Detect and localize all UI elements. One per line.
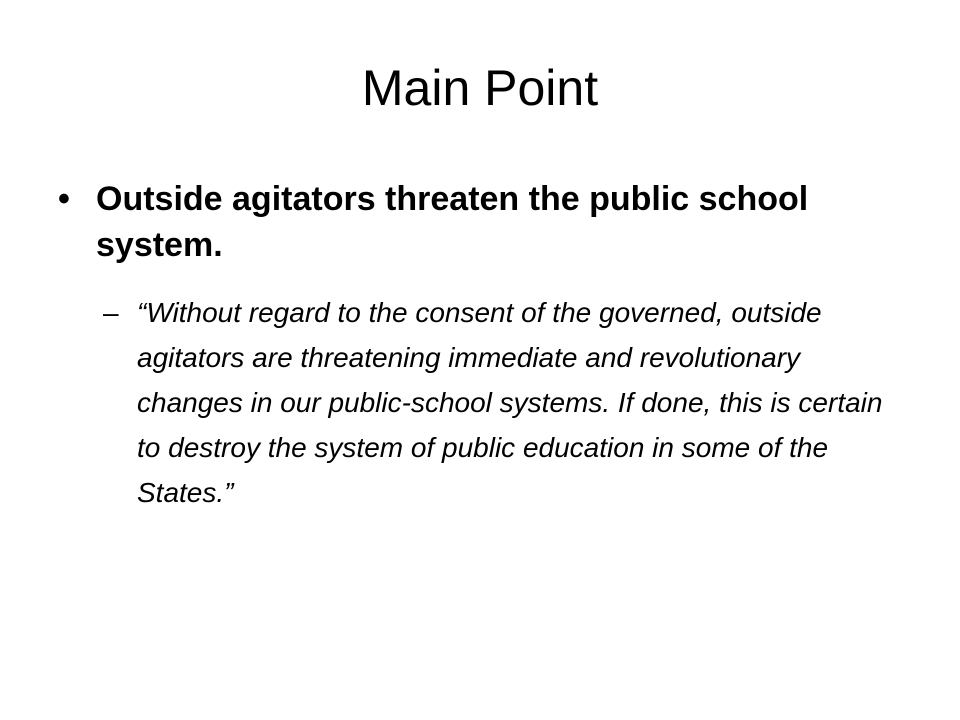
bullet-main-point xyxy=(58,176,878,268)
sub-bullet-marker: – xyxy=(103,297,119,328)
bullet-marker: • xyxy=(58,180,70,218)
bullet-text: Outside agitators threaten the public school system. xyxy=(96,180,809,264)
slide-title: Main Point xyxy=(361,60,599,116)
sub-bullet-text: “Without regard to the consent of the governed, outside agitators are threatening immediate and revolutionary changes in our public-school systems. If done, this is certain to destroy the system of public education in some of the States.” xyxy=(137,297,883,508)
sub-bullet-quote xyxy=(103,290,893,515)
